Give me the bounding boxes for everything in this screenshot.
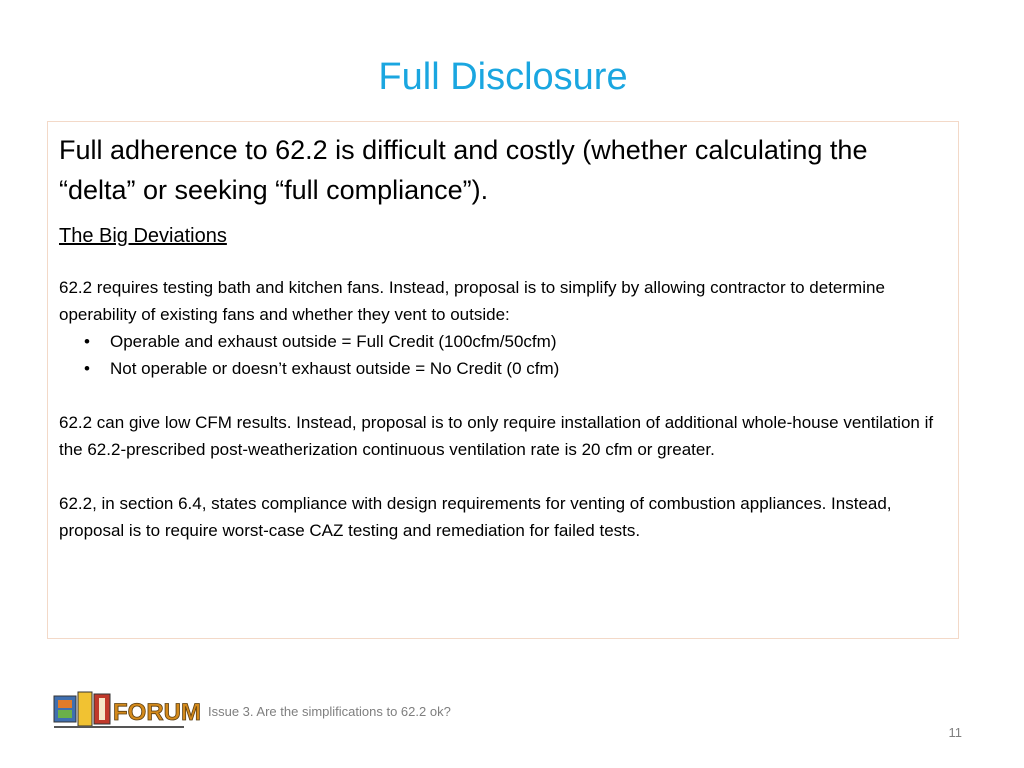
page-number: 11: [948, 725, 962, 740]
footer-issue-text: Issue 3. Are the simplifications to 62.2 ok?: [208, 704, 451, 719]
content-box: [47, 121, 959, 639]
list-item: [59, 328, 948, 355]
spacer: [59, 382, 948, 409]
paragraph-cfm: 62.2 can give low CFM results. Instead, proposal is to only require installation of additional whole-house ventilation if the 62.2-prescribed post-weatherization continuous ventilation rate is 20 cfm or greater.: [59, 413, 934, 459]
bullet-glyph: •: [84, 359, 90, 378]
bullet-list: [59, 328, 948, 382]
slide-title: Full Disclosure: [378, 56, 628, 98]
paragraph-fans: 62.2 requires testing bath and kitchen fans. Instead, proposal is to simplify by allowing contractor to determine operability of existing fans and whether they vent to outside:: [59, 278, 885, 324]
section-heading: The Big Deviations: [59, 225, 227, 247]
spacer: [59, 463, 948, 490]
forum-logo: [52, 690, 201, 730]
bullet-text: Not operable or doesn’t exhaust outside = No Credit (0 cfm): [110, 359, 560, 378]
bullet-text: Operable and exhaust outside = Full Credit (100cfm/50cfm): [110, 332, 557, 351]
list-item: [59, 355, 948, 382]
logo-text: FORUM: [113, 699, 201, 726]
paragraph-combustion: 62.2, in section 6.4, states compliance with design requirements for venting of combustion appliances. Instead, proposal is to require worst-case CAZ testing and remediation for failed tests.: [59, 494, 892, 540]
forum-logo-graphic: [52, 690, 201, 730]
bullet-glyph: •: [84, 332, 90, 351]
lead-statement: Full adherence to 62.2 is difficult and costly (whether calculating the “delta” or seeking “full compliance”).: [59, 135, 868, 205]
